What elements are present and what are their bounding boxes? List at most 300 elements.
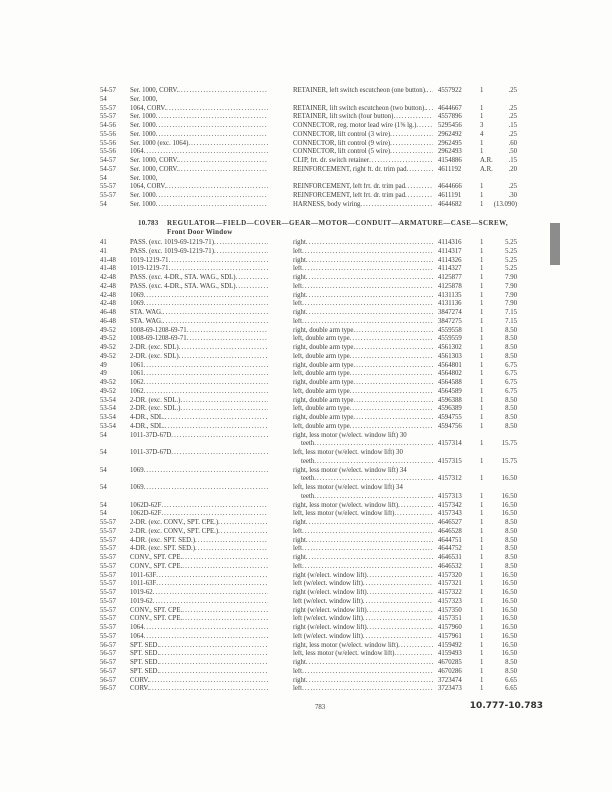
quantity-cell: 3 <box>480 122 484 129</box>
description-cell <box>293 545 433 553</box>
model-cell <box>130 668 268 676</box>
description-cell <box>293 309 433 317</box>
description-cell <box>293 624 433 632</box>
model-cell-text: 1011-63F <box>130 580 157 588</box>
part-number-cell: 4559558 <box>438 326 462 334</box>
description-cell <box>293 300 433 308</box>
part-number-cell: 4157351 <box>438 615 462 623</box>
part-number-cell: 4125878 <box>438 282 462 290</box>
quantity-cell: 1 <box>480 650 484 658</box>
model-cell-text: PASS. (exc. 4-DR., STA. WAG., SDL) <box>130 282 236 290</box>
dot-leader <box>187 335 268 343</box>
model-cell-text: 1069 <box>130 300 144 308</box>
dot-leader <box>302 545 433 553</box>
description-cell <box>293 677 433 685</box>
quantity-cell: 1 <box>480 291 484 299</box>
description-cell-text: left, less motor (w/elect. window lift) <box>293 510 395 518</box>
description-cell-text: right <box>293 256 306 264</box>
price-cell: 6.75 <box>505 361 517 369</box>
description-cell-text: right <box>293 659 306 666</box>
model-cell-text: 1062 <box>130 387 144 395</box>
model-cell <box>130 650 268 658</box>
quantity-cell: 1 <box>480 510 484 518</box>
model-cell <box>130 122 268 130</box>
price-cell: 6.65 <box>505 685 517 693</box>
dot-leader <box>156 192 268 200</box>
year-cell: 54-56 <box>100 122 116 129</box>
price-cell: .60 <box>508 139 517 147</box>
part-number-cell: 5295456 <box>438 122 462 129</box>
model-cell-text: 1008-69-1208-69-71 <box>130 326 187 334</box>
dot-leader <box>314 493 433 501</box>
dot-leader <box>306 257 433 265</box>
description-continuation-text: teeth <box>301 475 315 483</box>
year-cell: 46-48 <box>100 309 116 316</box>
description-cell-text: right <box>293 291 306 299</box>
price-cell: 8.50 <box>505 667 517 675</box>
model-cell-text: 1062D-62F <box>130 510 162 518</box>
dot-leader <box>153 589 268 597</box>
price-cell: 8.50 <box>505 335 517 343</box>
year-cell: 41-48 <box>100 256 116 264</box>
price-cell: 6.65 <box>505 676 517 684</box>
price-cell: 6.75 <box>505 370 517 378</box>
part-number-cell: 4157320 <box>438 571 462 579</box>
year-cell: 53-54 <box>100 422 116 430</box>
dot-leader <box>426 105 433 113</box>
price-cell: 8.50 <box>505 562 517 570</box>
model-cell-text: PASS. (exc. 4-DR., STA. WAG., SDL) <box>130 274 236 281</box>
price-cell: 8.50 <box>505 405 517 413</box>
dot-leader <box>144 292 268 300</box>
description-cell <box>293 344 433 352</box>
model-cell <box>130 183 268 191</box>
part-number-cell: 4131135 <box>438 291 462 299</box>
model-cell-text: STA. WAG. <box>130 317 163 325</box>
model-cell-text: STA. WAG. <box>130 309 163 316</box>
price-cell: .25 <box>508 130 517 138</box>
model-cell <box>130 257 268 265</box>
quantity-cell: 1 <box>480 344 484 351</box>
dot-leader <box>416 122 433 130</box>
quantity-cell: A.R. <box>480 157 493 164</box>
model-cell-text: SPT. SED. <box>130 659 160 666</box>
part-number-cell: 4114317 <box>438 247 462 255</box>
model-cell <box>130 140 268 148</box>
description-cell-text: right (w/elect. window lift) <box>293 624 367 631</box>
model-cell <box>130 105 268 113</box>
model-cell-text: 1064 <box>130 148 144 156</box>
model-cell-text: 1069 <box>130 291 144 299</box>
model-cell-text: 1011-37D-67D <box>130 431 172 439</box>
dot-leader <box>363 580 433 588</box>
part-number-cell: 4157343 <box>438 510 462 518</box>
model-cell-text: Ser. 1000 <box>130 122 156 129</box>
dot-leader <box>363 633 433 641</box>
model-cell-text: 1011-37D-67D <box>130 449 172 456</box>
model-cell-text: CONV., SPT. CPE. <box>130 562 183 570</box>
description-cell-text: right, double arm type <box>293 414 354 421</box>
part-number-cell: 4611192 <box>438 165 462 173</box>
description-cell <box>293 388 433 396</box>
description-continuation-text: teeth <box>301 457 315 465</box>
quantity-cell: 1 <box>480 104 484 112</box>
model-cell <box>130 353 268 361</box>
year-cell: 42-48 <box>100 282 116 290</box>
quantity-cell: 1 <box>480 309 484 316</box>
dot-leader <box>350 335 433 343</box>
quantity-cell: 1 <box>480 589 484 596</box>
model-cell <box>130 528 268 536</box>
part-number-cell: 4157321 <box>438 580 462 588</box>
year-cell: 53-54 <box>100 396 116 404</box>
part-number-cell: 4559559 <box>438 335 462 343</box>
description-cell-text: left (w/elect. window lift) <box>293 632 363 640</box>
price-cell: 6.75 <box>505 379 517 386</box>
dot-leader <box>302 265 433 273</box>
part-number-cell: 4159492 <box>438 641 462 649</box>
price-cell: 16.50 <box>501 580 517 588</box>
dot-leader <box>171 432 268 440</box>
year-cell: 55-56 <box>100 139 116 147</box>
dot-leader <box>195 545 268 553</box>
model-cell-text: 1008-69-1208-69-71 <box>130 335 187 343</box>
part-number-cell: 3723473 <box>438 685 462 693</box>
dot-leader <box>306 554 433 562</box>
part-number-cell: 4646531 <box>438 554 462 561</box>
quantity-cell: 1 <box>480 239 484 246</box>
model-cell <box>130 344 268 352</box>
part-number-cell: 4644667 <box>438 104 462 112</box>
description-cell-text: left, double arm type <box>293 370 350 378</box>
description-cell-text: REINFORCEMENT, left frt. dr. trim pad <box>293 183 406 191</box>
description-cell-text: CONNECTOR, lift control (9 wire) <box>293 139 391 147</box>
quantity-cell: 1 <box>480 335 484 343</box>
model-cell <box>130 423 268 431</box>
year-cell: 54 <box>100 510 107 518</box>
quantity-cell: 1 <box>480 200 484 208</box>
dot-leader <box>161 510 268 518</box>
model-cell <box>130 283 268 291</box>
model-cell <box>130 563 268 571</box>
model-cell <box>130 379 268 387</box>
dot-leader <box>302 283 433 291</box>
model-cell-text: Ser. 1000 <box>130 113 156 121</box>
dot-leader <box>367 607 433 615</box>
price-cell: 7.90 <box>505 274 517 281</box>
price-cell: 7.90 <box>505 300 517 308</box>
part-number-cell: 4670286 <box>438 667 462 675</box>
part-number-cell: 4644751 <box>438 536 462 544</box>
year-cell: 55-57 <box>100 580 116 588</box>
year-cell: 54-57 <box>100 157 116 164</box>
year-cell: 54-57 <box>100 87 116 94</box>
year-cell: 53-54 <box>100 414 116 421</box>
dot-leader <box>302 685 433 693</box>
model-cell <box>130 502 268 510</box>
year-cell: 49-52 <box>100 335 116 343</box>
dot-leader <box>153 598 268 606</box>
quantity-cell: 1 <box>480 536 484 544</box>
description-cell <box>293 607 433 615</box>
model-cell-text: Ser. 1000, CORV. <box>130 157 179 164</box>
year-cell: 54 <box>100 466 107 474</box>
model-cell <box>130 467 268 475</box>
dot-leader <box>306 239 433 247</box>
model-cell <box>130 589 268 597</box>
price-cell: 8.50 <box>505 519 517 526</box>
description-cell <box>293 335 433 343</box>
model-cell-text: 2-DR. (exc. SDL) <box>130 352 179 360</box>
part-number-cell: 2962493 <box>438 148 462 156</box>
part-number-cell: 4157960 <box>438 624 462 631</box>
quantity-cell: 1 <box>480 659 484 666</box>
description-continuation <box>301 458 433 466</box>
dot-leader <box>405 183 433 191</box>
dot-leader <box>182 554 268 562</box>
model-cell <box>130 510 268 518</box>
description-cell-text: HARNESS, body wiring <box>293 200 361 208</box>
dot-leader <box>390 131 433 139</box>
quantity-cell: 1 <box>480 685 484 693</box>
part-number-cell: 4594755 <box>438 414 462 421</box>
dot-leader <box>360 201 433 209</box>
year-cell: 55-57 <box>100 113 116 121</box>
model-cell <box>130 148 268 156</box>
price-cell: .30 <box>508 192 517 199</box>
price-cell: 16.50 <box>501 641 517 649</box>
price-cell: 8.50 <box>505 536 517 544</box>
quantity-cell: 1 <box>480 396 484 404</box>
year-cell: 55-57 <box>100 632 116 640</box>
price-cell: 16.50 <box>501 597 517 605</box>
price-cell: 16.50 <box>501 632 517 640</box>
description-cell <box>293 423 433 431</box>
model-cell-text: Ser. 1000 <box>130 200 156 208</box>
description-cell-text: right <box>293 536 306 544</box>
price-cell: 8.50 <box>505 344 517 351</box>
year-cell: 49-52 <box>100 379 116 386</box>
year-cell: 54 <box>100 484 107 491</box>
model-cell-text: 1062D-62F <box>130 501 162 509</box>
quantity-cell: 1 <box>480 457 484 465</box>
description-cell-text: right <box>293 676 306 684</box>
description-cell <box>293 633 433 641</box>
quantity-cell: 1 <box>480 615 484 623</box>
description-cell <box>293 113 433 121</box>
dot-leader <box>169 265 268 273</box>
model-cell-text: CONV., SPT. CPE. <box>130 554 183 561</box>
part-number-cell: 4131136 <box>438 300 462 308</box>
part-number-cell: 4159493 <box>438 650 462 658</box>
dot-leader <box>353 362 433 370</box>
part-number-cell: 4670285 <box>438 659 462 666</box>
model-cell <box>130 318 268 326</box>
part-number-cell: 4157314 <box>438 440 462 448</box>
description-cell <box>293 292 433 300</box>
dot-leader <box>163 318 268 326</box>
quantity-cell: 1 <box>480 632 484 640</box>
description-cell <box>293 105 433 113</box>
year-cell: 42-48 <box>100 300 116 308</box>
dot-leader <box>363 615 433 623</box>
dot-leader <box>182 607 268 615</box>
dot-leader <box>350 388 433 396</box>
description-continuation <box>301 475 433 483</box>
model-cell-text: 2-DR. (exc. SDL.) <box>130 405 181 413</box>
year-cell: 49-52 <box>100 326 116 334</box>
dot-leader <box>214 239 268 247</box>
year-cell: 54-57 <box>100 165 116 173</box>
model-cell-text: 4-DR., SDL. <box>130 414 165 421</box>
description-cell-text: right <box>293 519 306 526</box>
description-cell-text: left, double arm type <box>293 405 350 413</box>
model-cell-text: SPT. SED. <box>130 667 160 675</box>
model-cell <box>130 624 268 632</box>
model-cell-text: 1061 <box>130 370 144 378</box>
part-number-cell: 4611191 <box>438 192 462 199</box>
model-cell <box>130 201 268 209</box>
year-cell: 54 <box>100 174 107 182</box>
quantity-cell: 1 <box>480 282 484 290</box>
dot-leader <box>394 650 433 658</box>
dot-leader <box>144 467 268 475</box>
dot-leader <box>156 201 268 209</box>
dot-leader <box>306 659 433 667</box>
part-number-cell: 4114326 <box>438 256 462 264</box>
description-cell-text: left, less motor (w/elect. window lift) <box>293 650 395 658</box>
description-cell <box>293 405 433 413</box>
part-number-cell: 4157315 <box>438 457 462 465</box>
model-cell <box>130 484 268 492</box>
model-cell <box>130 659 268 667</box>
quantity-cell: 1 <box>480 527 484 535</box>
model-cell <box>130 300 268 308</box>
model-cell <box>130 397 268 405</box>
dot-leader <box>302 528 433 536</box>
description-cell <box>293 157 433 165</box>
quantity-cell: 1 <box>480 317 484 325</box>
price-cell: 7.90 <box>505 282 517 290</box>
price-cell: 5.25 <box>505 256 517 264</box>
year-cell: 55-57 <box>100 615 116 623</box>
dot-leader <box>182 615 268 623</box>
dot-leader <box>144 379 268 387</box>
quantity-cell: 1 <box>480 87 484 94</box>
year-cell: 49-52 <box>100 352 116 360</box>
description-cell <box>293 580 433 588</box>
part-number-cell: 4157961 <box>438 632 462 640</box>
part-number-cell: 4557896 <box>438 113 462 121</box>
description-cell <box>293 563 433 571</box>
description-continuation-text: teeth <box>301 492 315 500</box>
quantity-cell: 1 <box>480 379 484 386</box>
price-cell: 8.50 <box>505 527 517 535</box>
description-cell-text: left <box>293 667 303 675</box>
description-cell-text: right, double arm type <box>293 361 354 369</box>
part-number-cell: 2962492 <box>438 130 462 138</box>
price-cell: 16.50 <box>501 615 517 623</box>
year-cell: 49 <box>100 370 107 378</box>
description-cell-text: right (w/elect. window lift) <box>293 571 367 579</box>
dot-leader <box>306 677 433 685</box>
dot-leader <box>165 414 268 422</box>
description-cell-text: left (w/elect. window lift) <box>293 615 363 623</box>
part-number-cell: 4557922 <box>438 87 462 94</box>
model-cell-text: SPT. SED. <box>130 650 160 658</box>
dot-leader <box>188 140 268 148</box>
description-cell-text: REINFORCEMENT, left frt. dr. trim pad <box>293 192 406 199</box>
model-cell-text: 2-DR. (exc. SDL.) <box>130 396 181 404</box>
quantity-cell: 1 <box>480 422 484 430</box>
year-cell: 53-54 <box>100 405 116 413</box>
quantity-cell: 4 <box>480 130 484 138</box>
dot-leader <box>405 192 433 200</box>
dot-leader <box>159 642 268 650</box>
model-cell <box>130 292 268 300</box>
dot-leader <box>144 633 268 641</box>
model-cell-text: Ser. 1000, CORV. <box>130 87 179 94</box>
model-cell <box>130 432 268 440</box>
price-cell: 15.75 <box>501 457 517 465</box>
price-cell: 8.50 <box>505 396 517 404</box>
dot-leader <box>302 668 433 676</box>
year-cell: 55-57 <box>100 624 116 631</box>
price-cell: 16.50 <box>501 606 517 614</box>
description-cell <box>293 283 433 291</box>
description-cell-text: left <box>293 265 303 273</box>
price-cell: 7.90 <box>505 291 517 299</box>
description-cell-text: left, double arm type <box>293 335 350 343</box>
model-cell-text: 2-DR. (exc. CONV., SPT. CPE.) <box>130 519 219 526</box>
dot-leader <box>306 274 433 282</box>
price-cell: 7.15 <box>505 317 517 325</box>
quantity-cell: 1 <box>480 139 484 147</box>
dot-leader <box>156 131 268 139</box>
quantity-cell: 1 <box>480 501 484 509</box>
dot-leader <box>353 327 433 335</box>
dot-leader <box>302 248 433 256</box>
price-cell: .25 <box>508 87 517 94</box>
price-cell: 5.25 <box>505 265 517 273</box>
part-number-cell: 4114327 <box>438 265 462 273</box>
year-cell: 56-57 <box>100 659 116 666</box>
model-cell-text: 1069 <box>130 484 144 491</box>
dot-leader <box>149 677 268 685</box>
dot-leader <box>353 414 433 422</box>
dot-leader <box>218 528 268 536</box>
model-cell-text: 1069 <box>130 466 144 474</box>
model-cell <box>130 327 268 335</box>
dot-leader <box>427 87 433 95</box>
model-cell <box>130 677 268 685</box>
model-cell-text: 1019-62 <box>130 597 153 605</box>
part-number-cell: 4564589 <box>438 387 462 395</box>
model-cell-text: 2-DR. (exc. CONV., SPT. CPE.) <box>130 527 219 535</box>
quantity-cell: 1 <box>480 580 484 588</box>
quantity-cell: 1 <box>480 183 484 191</box>
model-cell-text: CORV. <box>130 676 150 684</box>
quantity-cell: 1 <box>480 440 484 448</box>
dot-leader <box>159 650 268 658</box>
part-number-cell: 4596389 <box>438 405 462 413</box>
dot-leader <box>144 300 268 308</box>
description-cell-text: CONNECTOR, lift control (3 wire) <box>293 130 391 138</box>
description-cell <box>293 659 433 667</box>
price-cell: 8.50 <box>505 554 517 561</box>
price-cell: 7.15 <box>505 309 517 316</box>
quantity-cell: 1 <box>480 676 484 684</box>
